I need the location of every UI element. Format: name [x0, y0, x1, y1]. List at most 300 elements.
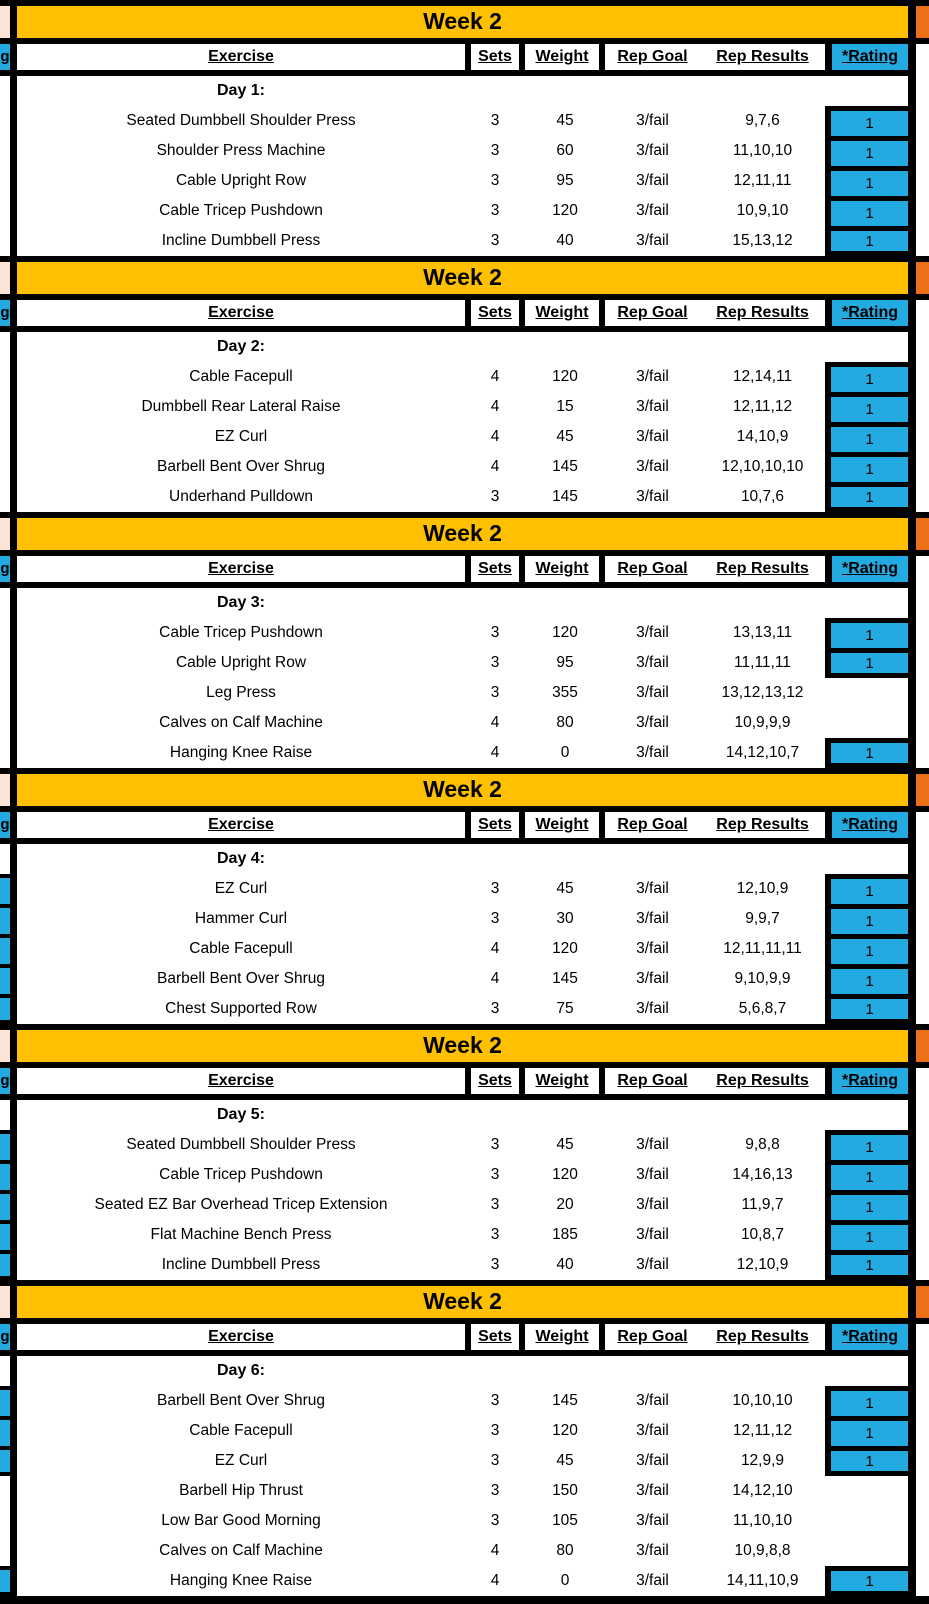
left-gutter-rating-sliver	[0, 1220, 10, 1250]
column-header-exercise: Exercise	[208, 304, 274, 321]
column-header-weight: Weight	[525, 300, 605, 326]
cell-exercise[interactable]: Calves on Calf Machine	[159, 1542, 323, 1559]
gutter-gap	[916, 136, 929, 166]
cell-exercise[interactable]: Seated EZ Bar Overhead Tricep Extension	[94, 1196, 388, 1213]
cell-rep-results[interactable]: 12,9,9	[740, 1452, 785, 1469]
rating-cell[interactable]: 1	[825, 994, 908, 1024]
left-gutter-rating-sliver	[0, 994, 10, 1024]
adjacent-table-rating-fragment	[0, 1386, 10, 1416]
cell-exercise[interactable]: EZ Curl	[214, 428, 268, 445]
cell-sets[interactable]: 4	[490, 744, 500, 761]
cell-sets[interactable]: 3	[490, 202, 500, 219]
vertical-border	[908, 106, 916, 136]
gutter-gap	[0, 844, 10, 874]
gutter-gap	[916, 1416, 929, 1446]
week-banner-cell: Week 2	[17, 6, 908, 38]
exercise-row	[0, 964, 929, 994]
cell-weight[interactable]: 120	[552, 1422, 578, 1439]
cell-rep-goal[interactable]: 3/fail	[636, 398, 669, 415]
gutter-gap	[0, 452, 10, 482]
rating-cell[interactable]: 1	[825, 1386, 908, 1416]
column-header-rep-results: Rep Results	[716, 304, 809, 321]
gutter-gap	[916, 618, 929, 648]
cell-exercise[interactable]: Barbell Bent Over Shrug	[156, 1392, 325, 1409]
exercise-row-cells	[17, 994, 908, 1024]
column-header-exercise: Exercise	[208, 1072, 274, 1089]
cell-sets[interactable]: 4	[490, 940, 500, 957]
cell-weight[interactable]: 45	[556, 112, 574, 129]
cell-weight[interactable]: 150	[552, 1482, 578, 1499]
adjacent-table-rating-fragment	[0, 1130, 10, 1160]
exercise-row	[0, 106, 929, 136]
cell-rep-results[interactable]: 11,10,10	[732, 1512, 793, 1529]
cell-exercise[interactable]: Cable Tricep Pushdown	[159, 1166, 323, 1183]
cell-rep-results[interactable]: 10,7,6	[740, 488, 785, 505]
header-cells	[17, 556, 908, 582]
empty-cell	[605, 1356, 700, 1386]
cell-rep-goal[interactable]: 3/fail	[636, 202, 669, 219]
cell-sets[interactable]: 3	[490, 142, 500, 159]
cell-rep-results[interactable]: 12,11,11	[733, 172, 792, 189]
cell-rep-results[interactable]: 10,9,9,9	[734, 714, 791, 731]
cell-exercise[interactable]: Cable Facepull	[189, 940, 293, 957]
cell-rep-goal[interactable]: 3/fail	[636, 1000, 669, 1017]
cell-rep-goal[interactable]: 3/fail	[636, 1572, 669, 1589]
rating-cell-empty[interactable]	[825, 678, 908, 708]
cell-weight[interactable]: 80	[556, 714, 574, 731]
cell-rep-results[interactable]: 14,11,10,9	[726, 1572, 799, 1589]
cell-rep-goal[interactable]: 3/fail	[636, 744, 669, 761]
column-header-rating: *Rating	[825, 300, 908, 326]
cell-weight[interactable]: 145	[552, 488, 578, 505]
cell-rep-goal[interactable]: 3/fail	[636, 1452, 669, 1469]
exercise-row-cells	[17, 738, 908, 768]
cell-weight[interactable]: 120	[552, 624, 578, 641]
cell-sets[interactable]: 4	[490, 368, 500, 385]
cell-sets[interactable]: 3	[490, 1196, 500, 1213]
vertical-border	[10, 1190, 17, 1220]
cell-sets[interactable]: 4	[490, 970, 500, 987]
gutter-gap	[916, 844, 929, 874]
cell-rep-goal[interactable]: 3/fail	[636, 1482, 669, 1499]
vertical-border	[908, 1130, 916, 1160]
column-header-weight: Weight	[525, 812, 605, 838]
cell-rep-goal[interactable]: 3/fail	[636, 1136, 669, 1153]
cell-sets[interactable]: 3	[490, 1256, 500, 1273]
vertical-border	[10, 812, 17, 838]
cell-rep-results[interactable]: 13,13,11	[732, 624, 793, 641]
rating-cell[interactable]: 1	[825, 482, 908, 512]
cell-sets[interactable]: 4	[490, 458, 500, 475]
cell-rep-goal[interactable]: 3/fail	[636, 368, 669, 385]
vertical-border	[10, 362, 17, 392]
adjacent-table-rating-fragment	[0, 1160, 10, 1190]
exercise-row	[0, 1160, 929, 1190]
gutter-gap	[0, 392, 10, 422]
empty-cell	[605, 588, 700, 618]
cell-weight[interactable]: 120	[552, 1166, 578, 1183]
cell-rep-goal[interactable]: 3/fail	[636, 1196, 669, 1213]
vertical-border	[908, 618, 916, 648]
left-gutter-rating-sliver	[0, 1416, 10, 1446]
vertical-border	[908, 1100, 916, 1130]
left-gutter-rating-sliver	[0, 1130, 10, 1160]
day-label: Day 5:	[216, 1106, 266, 1123]
left-gutter-rating-sliver	[0, 1190, 10, 1220]
cell-weight[interactable]: 0	[560, 744, 570, 761]
exercise-row-cells	[17, 1446, 908, 1476]
cell-exercise[interactable]: EZ Curl	[214, 880, 268, 897]
rating-cell[interactable]: 1	[825, 1130, 908, 1160]
left-gutter-banner-sliver	[0, 1030, 10, 1062]
cell-rep-goal[interactable]: 3/fail	[636, 1392, 669, 1409]
clipped-rating-text-fragment: g	[0, 1328, 10, 1345]
gutter-gap	[916, 300, 929, 326]
empty-cell	[825, 588, 908, 618]
cell-rep-goal[interactable]: 3/fail	[636, 1542, 669, 1559]
adjacent-table-rating-fragment	[0, 904, 10, 934]
cell-sets[interactable]: 3	[490, 684, 500, 701]
cell-sets[interactable]: 4	[490, 398, 500, 415]
cell-rep-results[interactable]: 9,9,7	[745, 910, 780, 927]
gutter-gap	[916, 1190, 929, 1220]
cell-rep-goal[interactable]: 3/fail	[636, 232, 669, 249]
vertical-border	[908, 196, 916, 226]
cell-weight[interactable]: 105	[552, 1512, 578, 1529]
cell-rep-goal[interactable]: 3/fail	[636, 1226, 669, 1243]
vertical-border	[10, 422, 17, 452]
rating-cell[interactable]: 1	[825, 1190, 908, 1220]
left-gutter-rating-sliver	[0, 874, 10, 904]
exercise-row	[0, 166, 929, 196]
cell-weight[interactable]: 185	[552, 1226, 578, 1243]
column-header-weight: Weight	[525, 1068, 605, 1094]
rating-cell[interactable]: 1	[825, 1160, 908, 1190]
rating-cell[interactable]: 1	[825, 1416, 908, 1446]
rating-cell[interactable]: 1	[825, 136, 908, 166]
cell-weight[interactable]: 75	[556, 1000, 574, 1017]
cell-rep-results[interactable]: 9,7,6	[745, 112, 780, 129]
cell-rep-results[interactable]: 14,10,9	[736, 428, 789, 445]
gutter-gap	[0, 226, 10, 256]
cell-weight[interactable]: 145	[552, 970, 578, 987]
cell-rep-results[interactable]: 12,10,9	[736, 880, 789, 897]
empty-cell	[700, 588, 825, 618]
day-label: Day 6:	[216, 1362, 266, 1379]
cell-exercise[interactable]: Barbell Bent Over Shrug	[156, 970, 325, 987]
cell-rep-goal[interactable]: 3/fail	[636, 1256, 669, 1273]
cell-sets[interactable]: 3	[490, 1392, 500, 1409]
cell-rep-goal[interactable]: 3/fail	[636, 684, 669, 701]
cell-sets[interactable]: 4	[490, 1572, 500, 1589]
cell-sets[interactable]: 3	[490, 1482, 500, 1499]
cell-exercise[interactable]: Flat Machine Bench Press	[150, 1226, 332, 1243]
cell-exercise[interactable]: Cable Facepull	[189, 368, 293, 385]
cell-exercise[interactable]: Shoulder Press Machine	[156, 142, 326, 159]
rating-cell[interactable]: 1	[825, 166, 908, 196]
cell-sets[interactable]: 3	[490, 1000, 500, 1017]
cell-exercise[interactable]: Cable Tricep Pushdown	[159, 624, 323, 641]
left-gutter-rating-sliver	[0, 1386, 10, 1416]
cell-rep-results[interactable]: 10,9,8,8	[734, 1542, 791, 1559]
cell-weight[interactable]: 120	[552, 202, 578, 219]
gutter-gap	[916, 812, 929, 838]
vertical-border	[10, 392, 17, 422]
left-gutter-header-fragment	[0, 1068, 10, 1094]
cell-weight[interactable]: 45	[556, 428, 574, 445]
cell-exercise[interactable]: Underhand Pulldown	[169, 488, 313, 505]
cell-exercise[interactable]: Leg Press	[206, 684, 276, 701]
cell-rep-results[interactable]: 11,9,7	[741, 1196, 784, 1213]
vertical-border	[10, 6, 17, 38]
cell-sets[interactable]: 3	[490, 1166, 500, 1183]
cell-exercise[interactable]: Seated Dumbbell Shoulder Press	[126, 112, 356, 129]
cell-rep-goal[interactable]: 3/fail	[636, 940, 669, 957]
cell-rep-results[interactable]: 13,12,13,12	[721, 684, 804, 701]
cell-sets[interactable]: 3	[490, 1512, 500, 1529]
column-header-rep-results: Rep Results	[716, 1072, 809, 1089]
vertical-border	[908, 738, 916, 768]
exercise-row-cells	[17, 964, 908, 994]
cell-rep-goal[interactable]: 3/fail	[636, 880, 669, 897]
cell-exercise[interactable]: Dumbbell Rear Lateral Raise	[141, 398, 341, 415]
rating-cell[interactable]: 1	[825, 738, 908, 768]
exercise-row	[0, 226, 929, 256]
cell-sets[interactable]: 3	[490, 1422, 500, 1439]
left-gutter-header-fragment	[0, 44, 10, 70]
exercise-row	[0, 362, 929, 392]
cell-rep-results[interactable]: 5,6,8,7	[738, 1000, 787, 1017]
vertical-border	[10, 1416, 17, 1446]
rating-cell[interactable]: 1	[825, 106, 908, 136]
cell-rep-goal[interactable]: 3/fail	[636, 488, 669, 505]
cell-sets[interactable]: 4	[490, 1542, 500, 1559]
cell-weight[interactable]: 45	[556, 1452, 574, 1469]
cell-weight[interactable]: 95	[556, 172, 574, 189]
gutter-gap	[0, 648, 10, 678]
cell-sets[interactable]: 3	[490, 232, 500, 249]
cell-rep-goal[interactable]: 3/fail	[636, 458, 669, 475]
clipped-rating-text-fragment: g	[0, 48, 10, 65]
cell-weight[interactable]: 60	[556, 142, 574, 159]
vertical-border	[908, 1286, 916, 1318]
rating-cell[interactable]: 1	[825, 392, 908, 422]
rating-cell[interactable]: 1	[825, 196, 908, 226]
cell-sets[interactable]: 3	[490, 112, 500, 129]
vertical-border	[908, 332, 916, 362]
cell-rep-results[interactable]: 14,16,13	[732, 1166, 793, 1183]
rating-cell-empty[interactable]	[825, 1536, 908, 1566]
cell-weight[interactable]: 95	[556, 654, 574, 671]
cell-weight[interactable]: 45	[556, 1136, 574, 1153]
cell-exercise[interactable]: Cable Tricep Pushdown	[159, 202, 323, 219]
cell-weight[interactable]: 0	[560, 1572, 570, 1589]
cell-exercise[interactable]: Cable Facepull	[189, 1422, 293, 1439]
cell-rep-goal[interactable]: 3/fail	[636, 112, 669, 129]
rating-cell[interactable]: 1	[825, 1446, 908, 1476]
rating-cell[interactable]: 1	[825, 1250, 908, 1280]
vertical-border	[10, 1566, 17, 1596]
vertical-border	[908, 1250, 916, 1280]
rating-cell[interactable]: 1	[825, 648, 908, 678]
rating-cell[interactable]: 1	[825, 452, 908, 482]
exercise-row	[0, 738, 929, 768]
cell-sets[interactable]: 3	[490, 624, 500, 641]
cell-rep-goal[interactable]: 3/fail	[636, 428, 669, 445]
right-gutter-banner-sliver	[916, 6, 929, 38]
exercise-row	[0, 1190, 929, 1220]
cell-rep-results[interactable]: 12,11,12	[732, 1422, 793, 1439]
gutter-gap	[0, 738, 10, 768]
cell-weight[interactable]: 120	[552, 940, 578, 957]
cell-rep-results[interactable]: 12,14,11	[732, 368, 793, 385]
vertical-border	[10, 934, 17, 964]
cell-weight[interactable]: 40	[556, 1256, 574, 1273]
column-header-sets: Sets	[465, 812, 525, 838]
gutter-gap	[916, 332, 929, 362]
cell-rep-goal[interactable]: 3/fail	[636, 172, 669, 189]
exercise-row-cells	[17, 874, 908, 904]
rating-cell[interactable]: 1	[825, 422, 908, 452]
cell-exercise[interactable]: Incline Dumbbell Press	[161, 1256, 321, 1273]
cell-rep-results[interactable]: 14,12,10	[732, 1482, 793, 1499]
vertical-border	[908, 1356, 916, 1386]
cell-exercise[interactable]: Hanging Knee Raise	[169, 1572, 313, 1589]
cell-weight[interactable]: 15	[556, 398, 574, 415]
cell-rep-results[interactable]: 14,12,10,7	[725, 744, 800, 761]
rating-cell[interactable]: 1	[825, 226, 908, 256]
rating-cell[interactable]: 1	[825, 904, 908, 934]
vertical-border	[10, 1220, 17, 1250]
cell-rep-goal[interactable]: 3/fail	[636, 1422, 669, 1439]
cell-sets[interactable]: 3	[490, 1452, 500, 1469]
rating-cell-empty[interactable]	[825, 1506, 908, 1536]
cell-exercise[interactable]: Chest Supported Row	[165, 1000, 317, 1017]
cell-rep-results[interactable]: 9,8,8	[745, 1136, 780, 1153]
cell-exercise[interactable]: Low Bar Good Morning	[161, 1512, 321, 1529]
cell-exercise[interactable]: Barbell Hip Thrust	[179, 1482, 303, 1499]
column-header-exercise: Exercise	[208, 560, 274, 577]
cell-rep-results[interactable]: 11,10,10	[732, 142, 793, 159]
cell-rep-goal[interactable]: 3/fail	[636, 1166, 669, 1183]
cell-rep-goal[interactable]: 3/fail	[636, 714, 669, 731]
rating-cell[interactable]: 1	[825, 1566, 908, 1596]
cell-sets[interactable]: 3	[490, 1226, 500, 1243]
rating-cell-empty[interactable]	[825, 708, 908, 738]
cell-rep-results[interactable]: 10,9,10	[736, 202, 789, 219]
rating-cell[interactable]: 1	[825, 964, 908, 994]
cell-weight[interactable]: 40	[556, 232, 574, 249]
cell-rep-results[interactable]: 15,13,12	[732, 232, 793, 249]
vertical-border	[10, 1068, 17, 1094]
cell-weight[interactable]: 80	[556, 1542, 574, 1559]
cell-exercise[interactable]: Cable Upright Row	[175, 654, 307, 671]
cell-rep-results[interactable]: 11,11,11	[734, 654, 791, 671]
cell-weight[interactable]: 20	[556, 1196, 574, 1213]
cell-rep-goal[interactable]: 3/fail	[636, 142, 669, 159]
exercise-row	[0, 1476, 929, 1506]
cell-rep-results[interactable]: 12,10,9	[736, 1256, 789, 1273]
column-header-sets: Sets	[465, 1324, 525, 1350]
gutter-gap	[916, 708, 929, 738]
vertical-border	[10, 1286, 17, 1318]
right-gutter-banner-sliver	[916, 1286, 929, 1318]
cell-rep-results[interactable]: 12,10,10,10	[721, 458, 804, 475]
cell-sets[interactable]: 3	[490, 172, 500, 189]
cell-exercise[interactable]: Cable Upright Row	[175, 172, 307, 189]
rating-cell-empty[interactable]	[825, 1476, 908, 1506]
left-gutter-banner-sliver	[0, 518, 10, 550]
cell-rep-results[interactable]: 12,11,12	[732, 398, 793, 415]
rating-cell[interactable]: 1	[825, 362, 908, 392]
cell-rep-goal[interactable]: 3/fail	[636, 624, 669, 641]
column-header-row	[0, 1324, 929, 1350]
cell-sets[interactable]: 3	[490, 1136, 500, 1153]
cell-weight[interactable]: 30	[556, 910, 574, 927]
cell-rep-results[interactable]: 10,8,7	[740, 1226, 785, 1243]
cell-exercise[interactable]: Barbell Bent Over Shrug	[156, 458, 325, 475]
cell-rep-results[interactable]: 12,11,11,11	[723, 940, 802, 957]
rating-cell[interactable]: 1	[825, 874, 908, 904]
vertical-border	[908, 452, 916, 482]
cell-weight[interactable]: 355	[552, 684, 578, 701]
exercise-row-cells	[17, 1220, 908, 1250]
cell-exercise[interactable]: EZ Curl	[214, 1452, 268, 1469]
cell-exercise[interactable]: Hammer Curl	[194, 910, 288, 927]
cell-weight[interactable]: 145	[552, 1392, 578, 1409]
adjacent-table-rating-fragment	[0, 1220, 10, 1250]
gutter-gap	[916, 226, 929, 256]
empty-cell	[825, 844, 908, 874]
rating-cell[interactable]: 1	[825, 1220, 908, 1250]
cell-rep-goal[interactable]: 3/fail	[636, 654, 669, 671]
cell-sets[interactable]: 4	[490, 714, 500, 731]
day-label: Day 4:	[216, 850, 266, 867]
cell-exercise[interactable]: Calves on Calf Machine	[159, 714, 323, 731]
vertical-border	[908, 874, 916, 904]
cell-sets[interactable]: 3	[490, 880, 500, 897]
cell-exercise[interactable]: Hanging Knee Raise	[169, 744, 313, 761]
rating-cell[interactable]: 1	[825, 618, 908, 648]
vertical-border	[10, 106, 17, 136]
cell-exercise[interactable]: Incline Dumbbell Press	[161, 232, 321, 249]
cell-rep-results[interactable]: 10,10,10	[732, 1392, 793, 1409]
cell-sets[interactable]: 3	[490, 488, 500, 505]
cell-rep-goal[interactable]: 3/fail	[636, 970, 669, 987]
gutter-gap	[916, 678, 929, 708]
cell-rep-goal[interactable]: 3/fail	[636, 1512, 669, 1529]
cell-exercise[interactable]: Seated Dumbbell Shoulder Press	[126, 1136, 356, 1153]
gutter-gap	[0, 588, 10, 618]
cell-sets[interactable]: 3	[490, 910, 500, 927]
exercise-row	[0, 1386, 929, 1416]
vertical-border	[908, 812, 916, 838]
exercise-row	[0, 452, 929, 482]
vertical-border	[10, 1506, 17, 1536]
cell-rep-goal[interactable]: 3/fail	[636, 910, 669, 927]
rating-cell[interactable]: 1	[825, 934, 908, 964]
cell-weight[interactable]: 45	[556, 880, 574, 897]
cell-sets[interactable]: 3	[490, 654, 500, 671]
cell-weight[interactable]: 145	[552, 458, 578, 475]
exercise-row	[0, 1536, 929, 1566]
day-label-cells	[17, 1100, 908, 1130]
cell-sets[interactable]: 4	[490, 428, 500, 445]
cell-rep-results[interactable]: 9,10,9,9	[734, 970, 791, 987]
exercise-row	[0, 708, 929, 738]
vertical-border	[908, 300, 916, 326]
cell-weight[interactable]: 120	[552, 368, 578, 385]
